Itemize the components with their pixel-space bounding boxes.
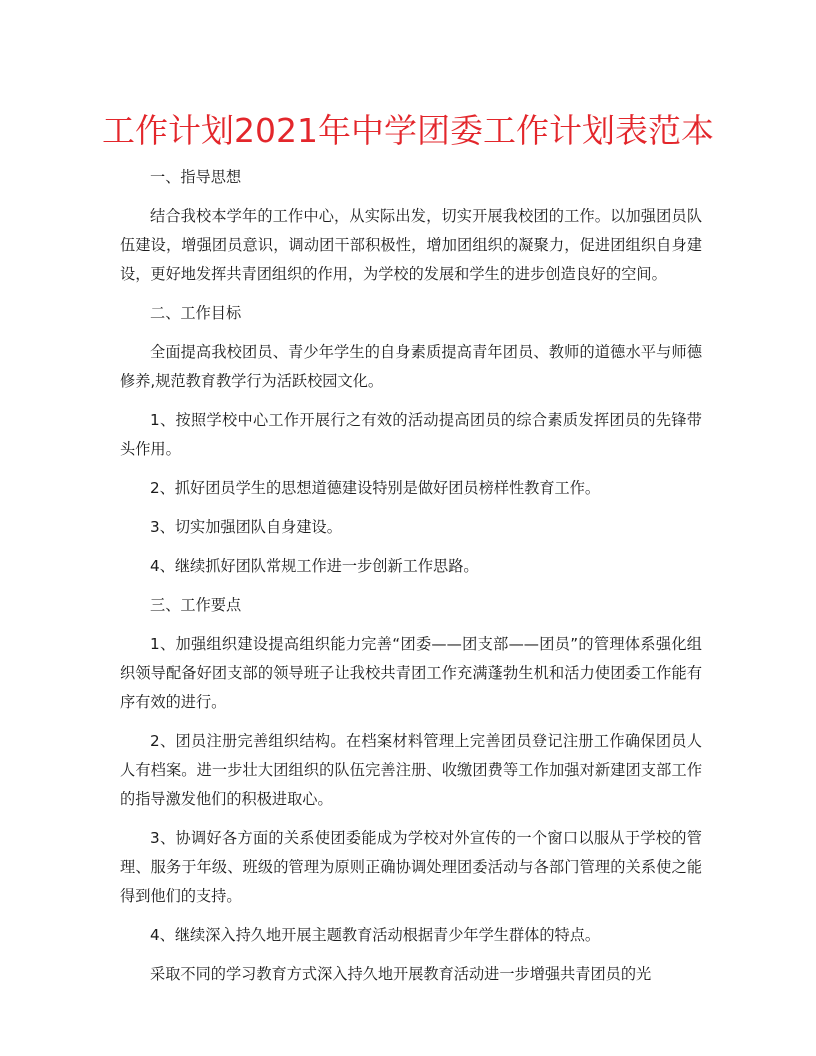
paragraph: 3、切实加强团队自身建设。 xyxy=(150,518,342,536)
paragraph: 1、按照学校中心工作开展行之有效的活动提高团员的综合素质发挥团员的先锋带头作用。 xyxy=(120,411,702,458)
section-heading: 二、工作目标 xyxy=(150,304,242,322)
paragraph: 4、继续抓好团队常规工作进一步创新工作思路。 xyxy=(150,557,479,575)
document-body xyxy=(120,163,702,999)
section-heading: 一、指导思想 xyxy=(150,168,242,186)
paragraph: 采取不同的学习教育方式深入持久地开展教育活动进一步增强共青团员的光 xyxy=(150,965,652,983)
paragraph: 4、继续深入持久地开展主题教育活动根据青少年学生群体的特点。 xyxy=(150,926,601,944)
paragraph: 结合我校本学年的工作中心，从实际出发，切实开展我校团的工作。以加强团员队伍建设，增强团员意识，调动团干部积极性，增加团组织的凝聚力，促进团组织自身建设，更好地发挥共青团组织的作用，为学校的发展和学生的进步创造良好的空间。 xyxy=(120,207,702,283)
document-title: 工作计划2021年中学团委工作计划表范本 xyxy=(102,111,714,150)
paragraph: 2、团员注册完善组织结构。在档案材料管理上完善团员登记注册工作确保团员人人有档案。进一步壮大团组织的队伍完善注册、收缴团费等工作加强对新建团支部工作的指导激发他们的积极进取心。 xyxy=(120,732,702,808)
paragraph: 2、抓好团员学生的思想道德建设特别是做好团员榜样性教育工作。 xyxy=(150,479,601,497)
paragraph: 3、协调好各方面的关系使团委能成为学校对外宣传的一个窗口以服从于学校的管理、服务于年级、班级的管理为原则正确协调处理团委活动与各部门管理的关系使之能得到他们的支持。 xyxy=(120,829,702,905)
paragraph: 1、加强组织建设提高组织能力完善“团委——团支部——团员”的管理体系强化组织领导配备好团支部的领导班子让我校共青团工作充满蓬勃生机和活力使团委工作能有序有效的进行。 xyxy=(120,635,702,711)
paragraph: 全面提高我校团员、青少年学生的自身素质提高青年团员、教师的道德水平与师德修养,规范教育教学行为活跃校园文化。 xyxy=(120,343,702,390)
section-heading: 三、工作要点 xyxy=(150,596,242,614)
